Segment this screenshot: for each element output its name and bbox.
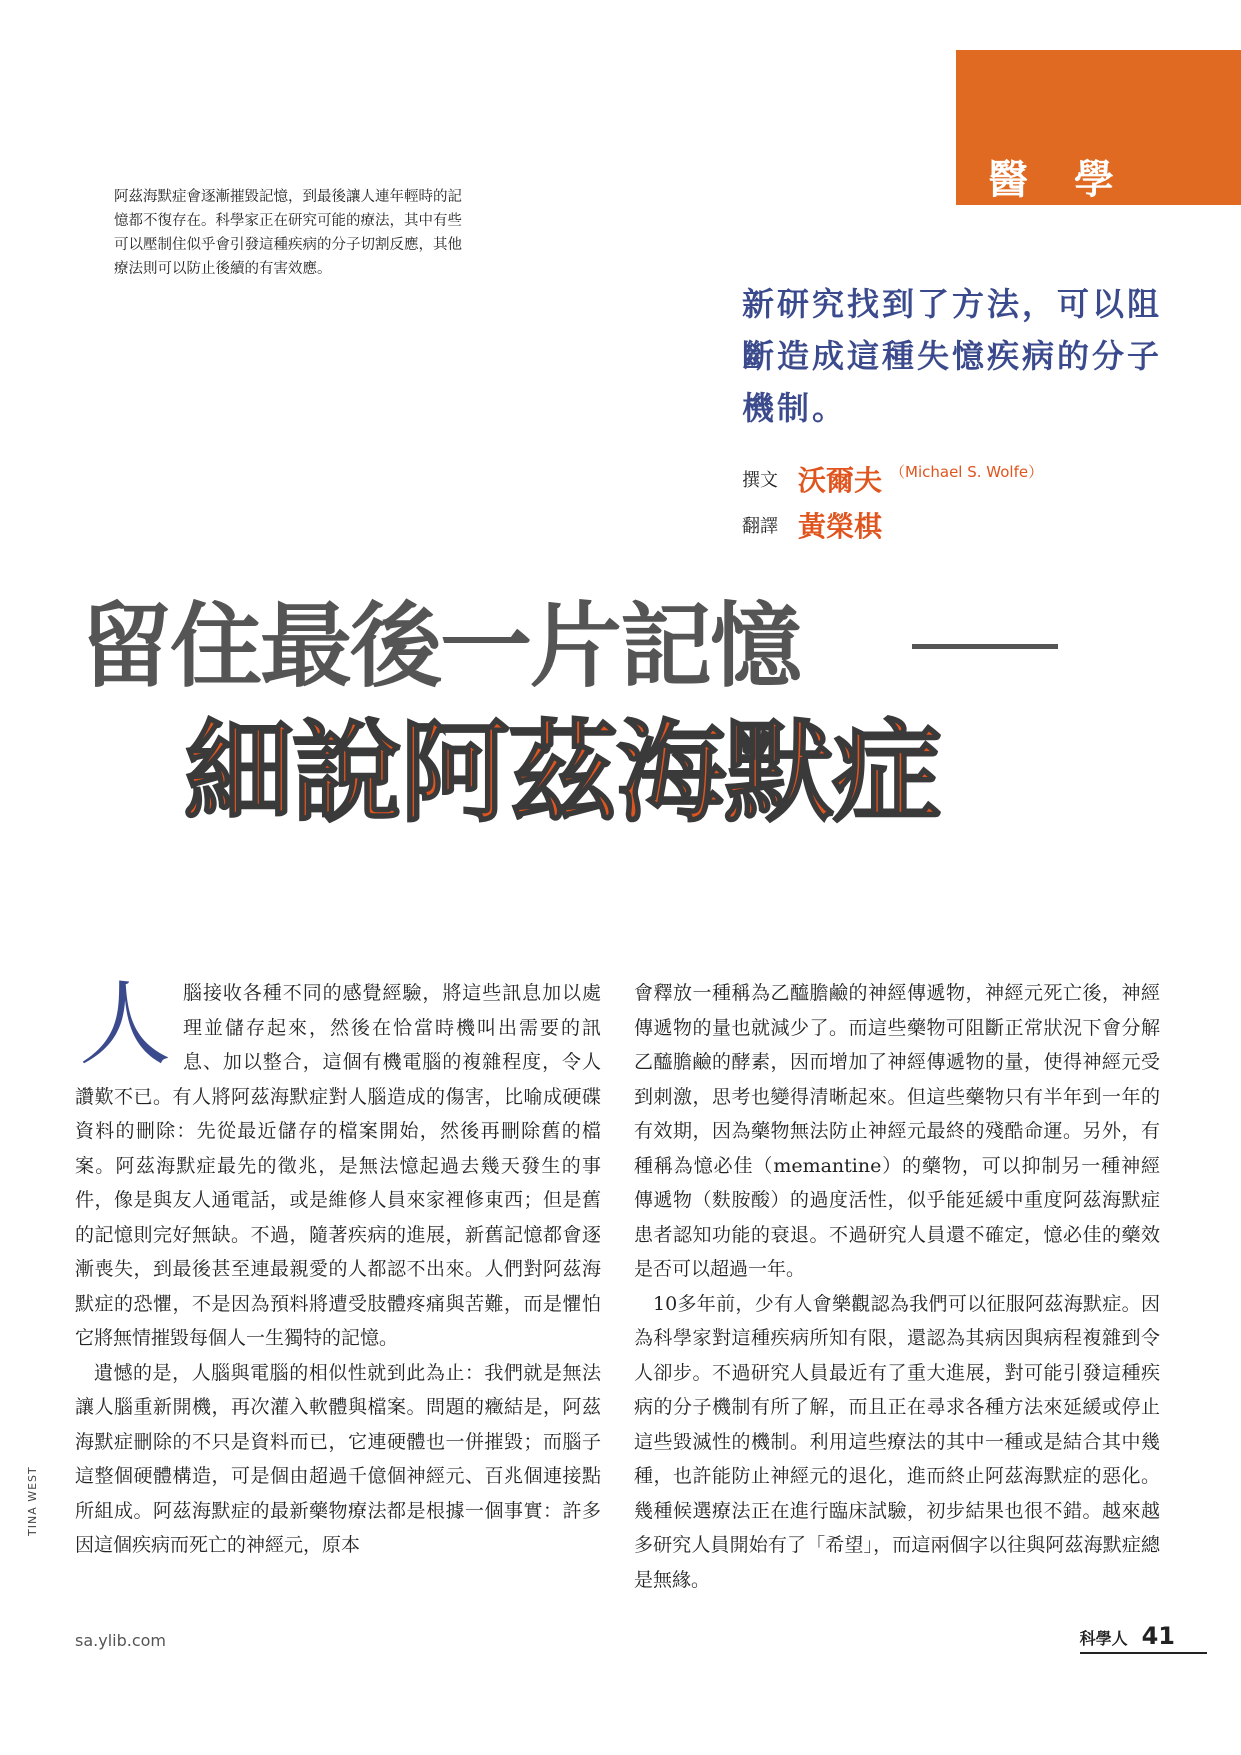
footer-magazine-name: 科學人 xyxy=(1079,1629,1128,1648)
author-row xyxy=(742,456,1182,502)
photo-credit: TINA WEST xyxy=(26,1466,39,1536)
body-paragraph-3: 會釋放一種稱為乙醯膽鹼的神經傳遞物，神經元死亡後，神經傳遞物的量也就減少了。而這些藥物可阻斷正常狀況下會分解乙醯膽鹼的酵素，因而增加了神經傳遞物的量，使得神經元受到刺激，思考也變得清晰起來。但這些藥物只有半年到一年的有效期，因為藥物無法防止神經元最終的殘酷命運。另外，有種稱為憶必佳（memantine）的藥物，可以抑制另一種神經傳遞物（麩胺酸）的過度活性，似乎能延緩中重度阿茲海默症患者認知功能的衰退。不過研究人員還不確定，憶必佳的藥效是否可以超過一年。 xyxy=(634,982,1160,1280)
body-column-right xyxy=(634,976,1160,1597)
translator-role: 翻譯 xyxy=(742,516,778,537)
translator-name: 黃榮棋 xyxy=(798,510,883,543)
body-paragraph-2: 遺憾的是，人腦與電腦的相似性就到此為止：我們就是無法讓人腦重新開機，再次灌入軟體與檔案。問題的癥結是，阿茲海默症刪除的不只是資料而已，它連硬體也一併摧毀；而腦子這整個硬體構造，可是個由超過千億個神經元、百兆個連接點所組成。阿茲海默症的最新藥物療法都是根據一個事實：許多因這個疾病而死亡的神經元，原本 xyxy=(75,1361,601,1556)
drop-cap: 人 xyxy=(79,971,172,1078)
body-paragraph-4: 10多年前，少有人會樂觀認為我們可以征服阿茲海默症。因為科學家對這種疾病所知有限，還認為其病因與病程複雜到令人卻步。不過研究人員最近有了重大進展，對可能引發這種疾病的分子機制有所了解，而且正在尋求各種方法來延緩或停止這些毀滅性的機制。利用這些療法的其中一種或是結合其中幾種，也許能防止神經元的退化，進而終止阿茲海默症的惡化。幾種候選療法正在進行臨床試驗，初步結果也很不錯。越來越多研究人員開始有了「希望」，而這兩個字以往與阿茲海默症總是無緣。 xyxy=(634,1292,1160,1591)
article-title-line1: 留住最後一片記憶 xyxy=(80,593,801,700)
title-dash-divider xyxy=(912,644,1058,649)
byline xyxy=(742,456,1182,548)
author-role: 撰文 xyxy=(742,470,778,491)
translator-row xyxy=(742,502,1182,548)
image-caption: 阿茲海默症會逐漸摧毀記憶，到最後讓人連年輕時的記憶都不復存在。科學家正在研究可能的療法，其中有些可以壓制住似乎會引發這種疾病的分子切割反應，其他療法則可以防止後續的有害效應。 xyxy=(114,189,462,277)
author-name: 沃爾夫 xyxy=(798,464,883,497)
page-number: 41 xyxy=(1141,1622,1175,1650)
section-tab xyxy=(956,50,1241,205)
footer-url: sa.ylib.com xyxy=(75,1631,166,1650)
footer-folio xyxy=(1080,1622,1207,1654)
body-paragraph-1: 腦接收各種不同的感覺經驗，將這些訊息加以處理並儲存起來，然後在恰當時機叫出需要的訊息、加以整合，這個有機電腦的複雜程度，令人讚歎不已。有人將阿茲海默症對人腦造成的傷害，比喻成硬碟資料的刪除：先從最近儲存的檔案開始，然後再刪除舊的檔案。阿茲海默症最先的徵兆，是無法憶起過去幾天發生的事件，像是與友人通電話，或是維修人員來家裡修東西；但是舊的記憶則完好無缺。不過，隨著疾病的進展，新舊記憶都會逐漸喪失，到最後甚至連最親愛的人都認不出來。人們對阿茲海默症的恐懼，不是因為預料將遭受肢體疼痛與苦難，而是懼怕它將無情摧毀每個人一生獨特的記憶。 xyxy=(75,982,601,1349)
article-title-line2: 細說阿茲海默症 xyxy=(184,709,940,837)
body-column-left xyxy=(75,971,601,1563)
section-label: 醫學 xyxy=(988,156,1160,203)
article-subtitle: 新研究找到了方法，可以阻斷造成這種失憶疾病的分子機制。 xyxy=(742,285,1163,427)
author-english-name: （Michael S. Wolfe） xyxy=(890,462,1044,481)
